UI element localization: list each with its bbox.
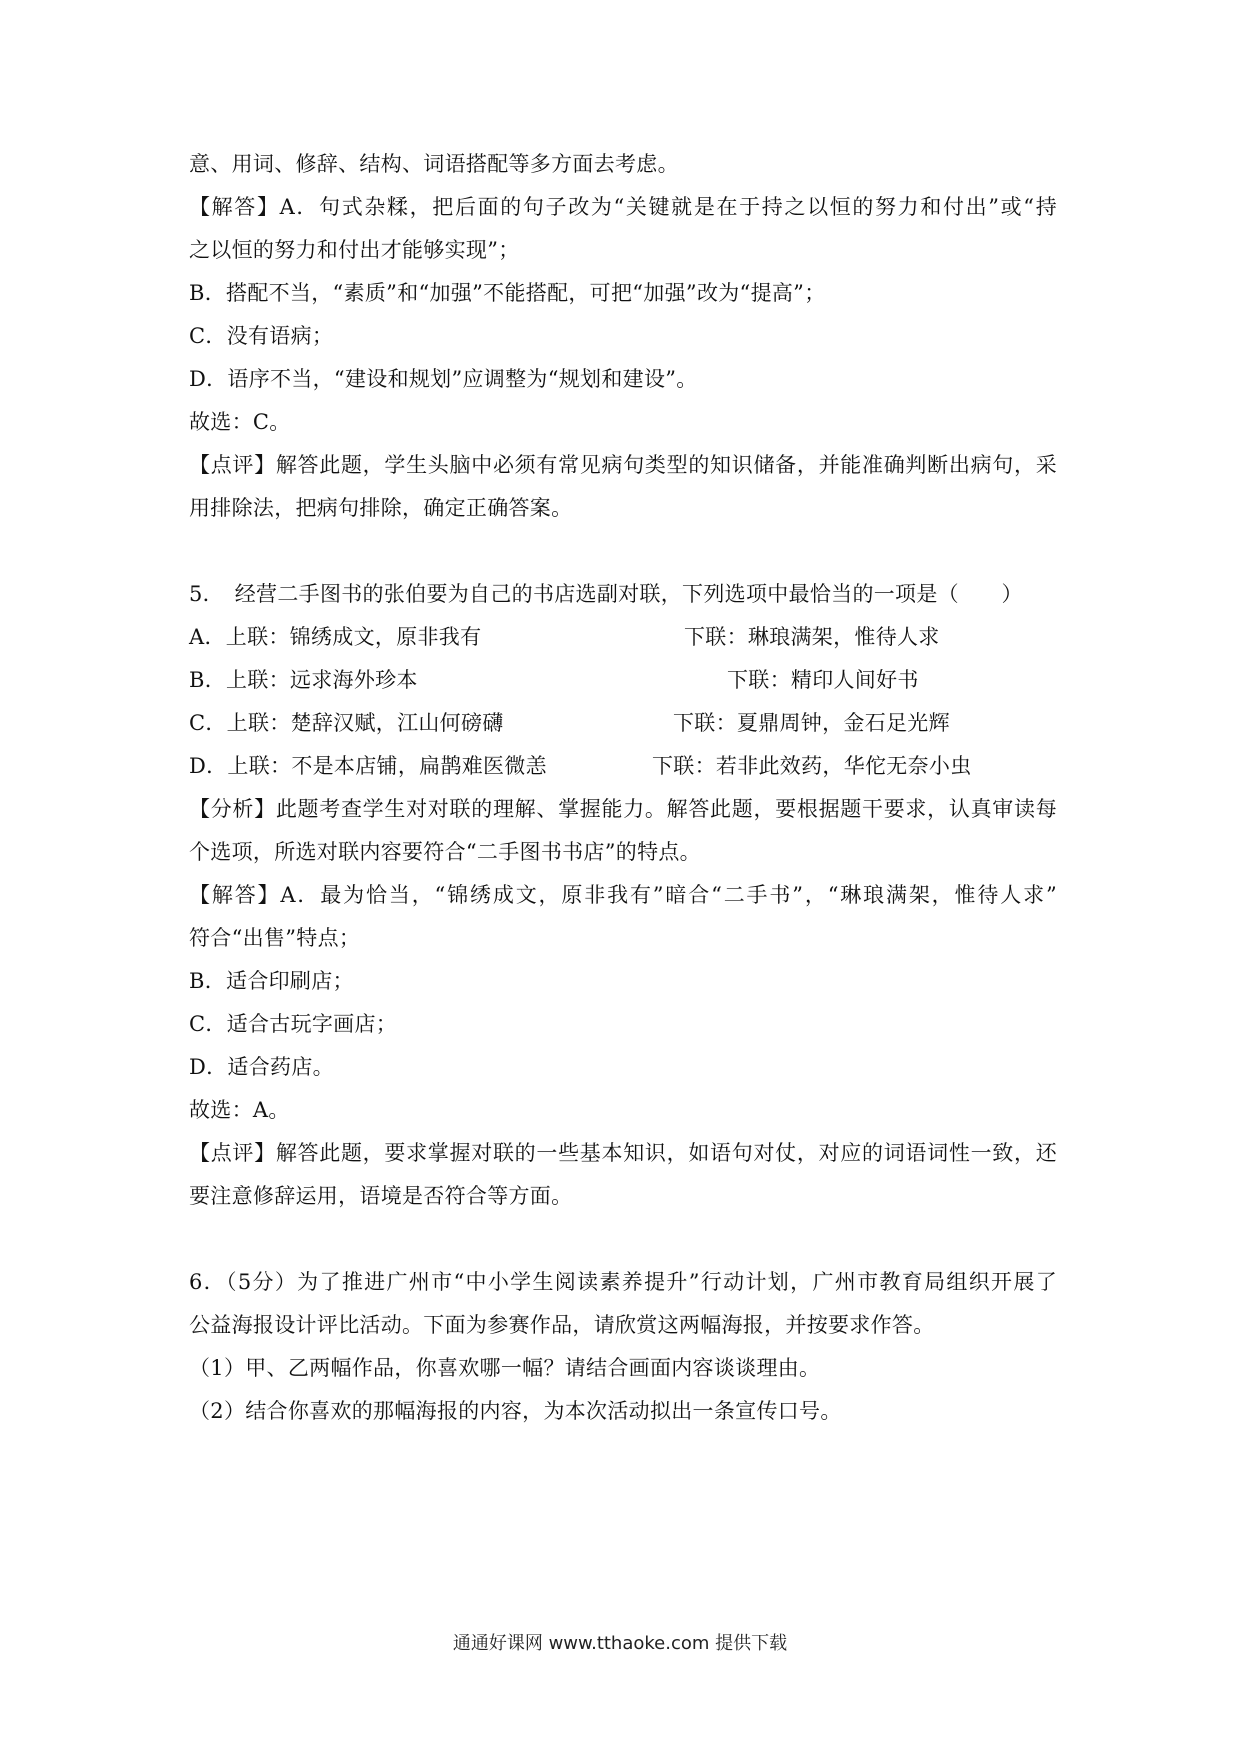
q4-comment-line1: 【点评】解答此题，学生头脑中必须有常见病句类型的知识储备，并能准确判断出病句，采 <box>189 453 1057 477</box>
q4-analysis-tail: 意、用词、修辞、结构、词语搭配等多方面去考虑。 <box>189 152 679 176</box>
q5-option-a-lower: 下联：琳琅满架，惟待人求 <box>684 625 940 649</box>
q4-choice: 故选：C。 <box>189 410 291 434</box>
q4-option-b: B．搭配不当，“素质”和“加强”不能搭配，可把“加强”改为“提高”； <box>189 281 826 305</box>
q5-option-c-upper: C．上联：楚辞汉赋，江山何磅礴 <box>189 711 504 735</box>
q6-sub-question-1: （1）甲、乙两幅作品，你喜欢哪一幅？请结合画面内容谈谈理由。 <box>189 1356 821 1380</box>
q5-option-b-lower: 下联：精印人间好书 <box>727 668 919 692</box>
q5-stem: 5． 经营二手图书的张伯要为自己的书店选副对联，下列选项中最恰当的一项是（ ） <box>189 582 1023 606</box>
q5-answer-line2: 符合“出售”特点； <box>189 926 361 950</box>
q4-option-c: C．没有语病； <box>189 324 334 348</box>
q5-option-d-lower: 下联：若非此效药，华佗无奈小虫 <box>652 754 972 778</box>
page-footer: 通通好课网 www.tthaoke.com 提供下载 <box>452 1633 788 1654</box>
q5-answer-line1: 【解答】A．最为恰当，“锦绣成文，原非我有”暗合“二手书”，“琳琅满架，惟待人求” <box>189 883 1057 907</box>
q6-stem-line1: 6．（5分）为了推进广州市“中小学生阅读素养提升”行动计划，广州市教育局组织开展了 <box>189 1270 1057 1294</box>
q4-answer-line1: 【解答】A．句式杂糅，把后面的句子改为“关键就是在于持之以恒的努力和付出”或“持 <box>189 195 1057 219</box>
q5-option-b-upper: B．上联：远求海外珍本 <box>189 668 418 692</box>
q5-option-d-upper: D．上联：不是本店铺，扁鹊难医微恙 <box>189 754 547 778</box>
q5-choice: 故选：A。 <box>189 1098 290 1122</box>
q4-answer-line2: 之以恒的努力和付出才能够实现”； <box>189 238 520 262</box>
q5-comment-line2: 要注意修辞运用，语境是否符合等方面。 <box>189 1184 573 1208</box>
q5-comment-line1: 【点评】解答此题，要求掌握对联的一些基本知识，如语句对仗，对应的词语词性一致，还 <box>189 1141 1057 1165</box>
q5-option-d-note: D．适合药店。 <box>189 1055 334 1079</box>
q6-sub-question-2: （2）结合你喜欢的那幅海报的内容，为本次活动拟出一条宣传口号。 <box>189 1399 842 1423</box>
q5-option-b-note: B．适合印刷店； <box>189 969 354 993</box>
q5-analysis-line1: 【分析】此题考查学生对对联的理解、掌握能力。解答此题，要根据题干要求，认真审读每 <box>189 797 1057 821</box>
q4-comment-line2: 用排除法，把病句排除，确定正确答案。 <box>189 496 573 520</box>
q5-option-c-note: C．适合古玩字画店； <box>189 1012 398 1036</box>
q5-analysis-line2: 个选项，所选对联内容要符合“二手图书书店”的特点。 <box>189 840 701 864</box>
q4-option-d: D．语序不当，“建设和规划”应调整为“规划和建设”。 <box>189 367 698 391</box>
q5-option-c-lower: 下联：夏鼎周钟，金石足光辉 <box>673 711 950 735</box>
q5-option-a-upper: A．上联：锦绣成文，原非我有 <box>189 625 482 649</box>
q6-stem-line2: 公益海报设计评比活动。下面为参赛作品，请欣赏这两幅海报，并按要求作答。 <box>189 1313 935 1337</box>
